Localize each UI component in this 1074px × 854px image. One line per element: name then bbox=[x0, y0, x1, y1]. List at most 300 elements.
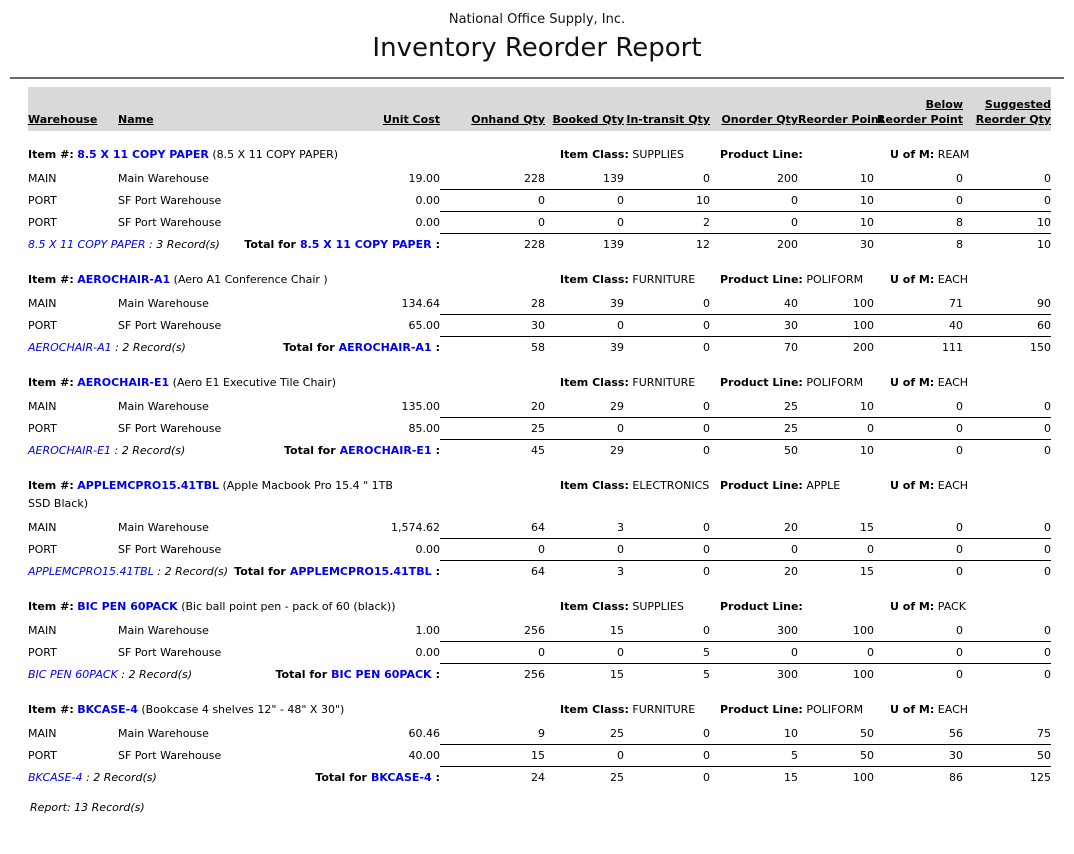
onorder-qty: 0 bbox=[710, 190, 798, 212]
item-group bbox=[28, 598, 1051, 686]
col-intransit-qty bbox=[624, 112, 710, 127]
product-line-label: Product Line: bbox=[720, 703, 803, 716]
onhand-qty: 9 bbox=[440, 723, 545, 745]
col-intransit-label: In-transit Qty bbox=[626, 113, 710, 126]
item-group bbox=[28, 271, 1051, 359]
detail-row bbox=[28, 418, 1051, 440]
total-onorder: 200 bbox=[777, 238, 798, 251]
total-reorder-point: 200 bbox=[853, 341, 874, 354]
suggested-reorder-qty: 0 bbox=[963, 168, 1051, 190]
total-suggested: 150 bbox=[1030, 341, 1051, 354]
item-class-label: Item Class: bbox=[560, 148, 629, 161]
record-count: : 2 Record(s) bbox=[153, 565, 229, 578]
suggested-reorder-qty: 0 bbox=[963, 642, 1051, 664]
suggested-reorder-qty: 75 bbox=[963, 723, 1051, 745]
booked-qty: 15 bbox=[545, 620, 624, 642]
total-reorder-point: 100 bbox=[853, 668, 874, 681]
item-class-value: SUPPLIES bbox=[632, 148, 684, 161]
warehouse-code: PORT bbox=[28, 422, 57, 435]
item-number: AEROCHAIR-E1 bbox=[28, 444, 112, 457]
item-header-row bbox=[28, 374, 1051, 392]
booked-qty: 0 bbox=[545, 315, 624, 337]
onorder-qty: 10 bbox=[710, 723, 798, 745]
item-number: BKCASE-4 bbox=[28, 771, 83, 784]
total-for-label bbox=[228, 664, 440, 686]
item-title bbox=[28, 701, 406, 719]
onorder-qty: 25 bbox=[710, 418, 798, 440]
suggested-reorder-qty: 90 bbox=[963, 293, 1051, 315]
booked-qty: 3 bbox=[545, 517, 624, 539]
total-item-number: BIC PEN 60PACK bbox=[331, 668, 432, 681]
total-booked: 139 bbox=[603, 238, 624, 251]
warehouse-code: PORT bbox=[28, 749, 57, 762]
onorder-qty: 40 bbox=[710, 293, 798, 315]
total-colon: : bbox=[435, 444, 440, 457]
item-class bbox=[560, 701, 720, 719]
total-for-text: Total for bbox=[315, 771, 367, 784]
uom bbox=[890, 271, 1051, 289]
item-title bbox=[28, 271, 406, 289]
total-for-text: Total for bbox=[275, 668, 328, 681]
below-reorder-point: 71 bbox=[874, 293, 963, 315]
warehouse-code: PORT bbox=[28, 646, 57, 659]
total-item-number: AEROCHAIR-A1 bbox=[338, 341, 432, 354]
warehouse-code: MAIN bbox=[28, 400, 57, 413]
booked-qty: 139 bbox=[545, 168, 624, 190]
warehouse-name: Main Warehouse bbox=[118, 521, 209, 534]
col-below-label-1: Below bbox=[925, 98, 963, 111]
onhand-qty: 25 bbox=[440, 418, 545, 440]
onorder-qty: 200 bbox=[710, 168, 798, 190]
warehouse-name: SF Port Warehouse bbox=[118, 646, 222, 659]
group-total-row bbox=[28, 561, 1051, 583]
col-suggested-label-2: Reorder Qty bbox=[975, 113, 1051, 126]
product-line bbox=[720, 701, 890, 719]
onorder-qty: 25 bbox=[710, 396, 798, 418]
below-reorder-point: 0 bbox=[874, 642, 963, 664]
total-for-label bbox=[228, 234, 440, 256]
reorder-point: 0 bbox=[798, 418, 874, 440]
suggested-reorder-qty: 0 bbox=[963, 418, 1051, 440]
total-item-number: AEROCHAIR-E1 bbox=[339, 444, 432, 457]
group-record-note bbox=[28, 337, 228, 359]
group-total-row bbox=[28, 234, 1051, 256]
item-number-link[interactable]: 8.5 X 11 COPY PAPER bbox=[77, 148, 209, 161]
suggested-reorder-qty: 0 bbox=[963, 396, 1051, 418]
onorder-qty: 300 bbox=[710, 620, 798, 642]
suggested-reorder-qty: 10 bbox=[963, 212, 1051, 234]
warehouse-name: SF Port Warehouse bbox=[118, 216, 222, 229]
record-count: : 2 Record(s) bbox=[111, 341, 186, 354]
reorder-point: 100 bbox=[798, 293, 874, 315]
onhand-qty: 256 bbox=[440, 620, 545, 642]
reorder-point: 15 bbox=[798, 517, 874, 539]
total-onhand: 228 bbox=[524, 238, 545, 251]
warehouse-code: PORT bbox=[28, 216, 57, 229]
detail-row bbox=[28, 293, 1051, 315]
item-header-row bbox=[28, 271, 1051, 289]
item-group bbox=[28, 374, 1051, 462]
item-class-label: Item Class: bbox=[560, 600, 629, 613]
intransit-qty: 0 bbox=[624, 620, 710, 642]
uom-value: PACK bbox=[937, 600, 966, 613]
reorder-point: 10 bbox=[798, 212, 874, 234]
intransit-qty: 0 bbox=[624, 168, 710, 190]
onhand-qty: 15 bbox=[440, 745, 545, 767]
item-class-label: Item Class: bbox=[560, 273, 629, 286]
intransit-qty: 0 bbox=[624, 745, 710, 767]
total-below: 111 bbox=[942, 341, 963, 354]
group-record-note bbox=[28, 664, 228, 686]
total-for-label bbox=[228, 337, 440, 359]
detail-row bbox=[28, 190, 1051, 212]
col-name bbox=[118, 112, 308, 127]
item-class-value: FURNITURE bbox=[632, 273, 696, 286]
total-colon: : bbox=[435, 771, 440, 784]
total-below: 0 bbox=[956, 444, 963, 457]
total-booked: 15 bbox=[610, 668, 624, 681]
group-total-row bbox=[28, 664, 1051, 686]
item-number: AEROCHAIR-A1 bbox=[28, 341, 112, 354]
reorder-point: 100 bbox=[798, 620, 874, 642]
booked-qty: 0 bbox=[545, 642, 624, 664]
product-line-label: Product Line: bbox=[720, 148, 803, 161]
onorder-qty: 0 bbox=[710, 642, 798, 664]
unit-cost: 134.64 bbox=[401, 297, 440, 310]
total-reorder-point: 100 bbox=[853, 771, 874, 784]
group-record-note bbox=[28, 561, 228, 583]
total-reorder-point: 10 bbox=[860, 444, 874, 457]
item-class bbox=[560, 598, 720, 616]
below-reorder-point: 0 bbox=[874, 418, 963, 440]
item-header-row bbox=[28, 146, 1051, 164]
total-for-text: Total for bbox=[284, 444, 336, 457]
onorder-qty: 20 bbox=[710, 517, 798, 539]
item-number-link[interactable]: BIC PEN 60PACK bbox=[77, 600, 178, 613]
total-item-number: APPLEMCPRO15.41TBL bbox=[289, 565, 432, 578]
total-onhand: 256 bbox=[524, 668, 545, 681]
reorder-point: 10 bbox=[798, 168, 874, 190]
group-total-row bbox=[28, 767, 1051, 789]
booked-qty: 0 bbox=[545, 190, 624, 212]
item-number-label: Item #: bbox=[28, 273, 74, 286]
uom-value: EACH bbox=[937, 273, 969, 286]
warehouse-name: Main Warehouse bbox=[118, 727, 209, 740]
below-reorder-point: 30 bbox=[874, 745, 963, 767]
report-title: Inventory Reorder Report bbox=[372, 33, 702, 63]
suggested-reorder-qty: 50 bbox=[963, 745, 1051, 767]
item-number-link[interactable]: BKCASE-4 bbox=[77, 703, 138, 716]
total-booked: 3 bbox=[617, 565, 624, 578]
product-line-label: Product Line: bbox=[720, 376, 803, 389]
item-header-row bbox=[28, 598, 1051, 616]
detail-row bbox=[28, 723, 1051, 745]
onorder-qty: 30 bbox=[710, 315, 798, 337]
total-for-text: Total for bbox=[234, 565, 286, 578]
booked-qty: 0 bbox=[545, 212, 624, 234]
below-reorder-point: 0 bbox=[874, 620, 963, 642]
group-record-note bbox=[28, 234, 228, 256]
warehouse-name: SF Port Warehouse bbox=[118, 422, 222, 435]
item-title bbox=[28, 477, 406, 513]
total-booked: 29 bbox=[610, 444, 624, 457]
uom bbox=[890, 374, 1051, 392]
booked-qty: 25 bbox=[545, 723, 624, 745]
col-unit-cost-label: Unit Cost bbox=[382, 113, 440, 126]
item-number-label: Item #: bbox=[28, 703, 74, 716]
product-line-label: Product Line: bbox=[720, 273, 803, 286]
col-suggested-reorder-qty bbox=[963, 97, 1051, 127]
below-reorder-point: 40 bbox=[874, 315, 963, 337]
total-onhand: 45 bbox=[531, 444, 545, 457]
group-total-row bbox=[28, 337, 1051, 359]
report-table bbox=[28, 87, 1051, 789]
total-intransit: 12 bbox=[696, 238, 710, 251]
total-item-number: BKCASE-4 bbox=[370, 771, 432, 784]
warehouse-name: SF Port Warehouse bbox=[118, 749, 222, 762]
intransit-qty: 0 bbox=[624, 418, 710, 440]
item-number-link[interactable]: AEROCHAIR-E1 bbox=[77, 376, 170, 389]
item-number-link[interactable]: APPLEMCPRO15.41TBL bbox=[77, 479, 219, 492]
total-onorder: 20 bbox=[784, 565, 798, 578]
booked-qty: 0 bbox=[545, 418, 624, 440]
report-record-count: Report: 13 Record(s) bbox=[30, 801, 145, 814]
warehouse-name: SF Port Warehouse bbox=[118, 194, 222, 207]
warehouse-name: Main Warehouse bbox=[118, 624, 209, 637]
total-onhand: 64 bbox=[531, 565, 545, 578]
uom-label: U of M: bbox=[890, 600, 935, 613]
product-line-label: Product Line: bbox=[720, 600, 803, 613]
warehouse-name: SF Port Warehouse bbox=[118, 319, 222, 332]
total-onorder: 70 bbox=[784, 341, 798, 354]
item-header-row bbox=[28, 477, 1051, 513]
table-header bbox=[28, 87, 1051, 131]
unit-cost: 85.00 bbox=[408, 422, 440, 435]
uom bbox=[890, 146, 1051, 164]
record-count: : 2 Record(s) bbox=[111, 444, 186, 457]
item-description: (Bookcase 4 shelves 12" - 48" X 30") bbox=[141, 703, 345, 716]
title-divider bbox=[10, 77, 1064, 79]
item-title bbox=[28, 146, 406, 164]
item-number-label: Item #: bbox=[28, 479, 74, 492]
total-reorder-point: 15 bbox=[860, 565, 874, 578]
group-record-note bbox=[28, 767, 228, 789]
total-below: 86 bbox=[949, 771, 963, 784]
item-class-value: FURNITURE bbox=[632, 376, 696, 389]
item-class-value: ELECTRONICS bbox=[632, 479, 710, 492]
uom-value: EACH bbox=[937, 376, 969, 389]
product-line bbox=[720, 598, 890, 616]
suggested-reorder-qty: 0 bbox=[963, 539, 1051, 561]
total-below: 0 bbox=[956, 565, 963, 578]
reorder-point: 10 bbox=[798, 396, 874, 418]
item-title bbox=[28, 598, 406, 616]
below-reorder-point: 0 bbox=[874, 190, 963, 212]
onhand-qty: 28 bbox=[440, 293, 545, 315]
detail-row bbox=[28, 168, 1051, 190]
item-class-value: SUPPLIES bbox=[632, 600, 684, 613]
below-reorder-point: 8 bbox=[874, 212, 963, 234]
product-line bbox=[720, 374, 890, 392]
total-onorder: 15 bbox=[784, 771, 798, 784]
product-line bbox=[720, 146, 890, 164]
unit-cost: 1.00 bbox=[415, 624, 440, 637]
detail-row bbox=[28, 212, 1051, 234]
onhand-qty: 0 bbox=[440, 190, 545, 212]
item-class bbox=[560, 374, 720, 392]
onorder-qty: 5 bbox=[710, 745, 798, 767]
total-suggested: 0 bbox=[1044, 444, 1051, 457]
total-suggested: 0 bbox=[1044, 565, 1051, 578]
total-item-number: 8.5 X 11 COPY PAPER bbox=[299, 238, 432, 251]
warehouse-code: MAIN bbox=[28, 624, 57, 637]
detail-row bbox=[28, 642, 1051, 664]
product-line-value: APPLE bbox=[806, 479, 841, 492]
warehouse-code: PORT bbox=[28, 194, 57, 207]
unit-cost: 65.00 bbox=[408, 319, 440, 332]
warehouse-name: Main Warehouse bbox=[118, 297, 209, 310]
item-description: (Apple Macbook Pro 15.4 " 1TB SSD Black) bbox=[28, 479, 393, 510]
suggested-reorder-qty: 60 bbox=[963, 315, 1051, 337]
warehouse-code: MAIN bbox=[28, 521, 57, 534]
warehouse-code: MAIN bbox=[28, 172, 57, 185]
group-record-note bbox=[28, 440, 228, 462]
intransit-qty: 10 bbox=[624, 190, 710, 212]
col-suggested-label-1: Suggested bbox=[984, 98, 1051, 111]
onhand-qty: 64 bbox=[440, 517, 545, 539]
total-for-label bbox=[228, 440, 440, 462]
item-class-label: Item Class: bbox=[560, 479, 629, 492]
col-onhand-qty bbox=[440, 112, 545, 127]
item-title bbox=[28, 374, 406, 392]
detail-row bbox=[28, 315, 1051, 337]
item-description: (Bic ball point pen - pack of 60 (black)) bbox=[181, 600, 396, 613]
total-intransit: 0 bbox=[703, 771, 710, 784]
intransit-qty: 0 bbox=[624, 723, 710, 745]
total-suggested: 10 bbox=[1037, 238, 1051, 251]
total-intransit: 0 bbox=[703, 444, 710, 457]
booked-qty: 0 bbox=[545, 539, 624, 561]
uom bbox=[890, 701, 1051, 719]
item-class-value: FURNITURE bbox=[632, 703, 696, 716]
total-colon: : bbox=[435, 238, 440, 251]
total-intransit: 0 bbox=[703, 565, 710, 578]
total-onorder: 300 bbox=[777, 668, 798, 681]
company-name: National Office Supply, Inc. bbox=[448, 12, 626, 27]
unit-cost: 0.00 bbox=[415, 543, 440, 556]
col-name-label: Name bbox=[118, 113, 154, 126]
total-below: 0 bbox=[956, 668, 963, 681]
group-total-row bbox=[28, 440, 1051, 462]
warehouse-code: MAIN bbox=[28, 727, 57, 740]
suggested-reorder-qty: 0 bbox=[963, 190, 1051, 212]
intransit-qty: 0 bbox=[624, 539, 710, 561]
col-below-reorder-point bbox=[874, 97, 963, 127]
uom-label: U of M: bbox=[890, 376, 935, 389]
total-onorder: 50 bbox=[784, 444, 798, 457]
product-line-value: POLIFORM bbox=[806, 273, 864, 286]
total-colon: : bbox=[435, 565, 440, 578]
uom-label: U of M: bbox=[890, 273, 935, 286]
suggested-reorder-qty: 0 bbox=[963, 620, 1051, 642]
item-class bbox=[560, 477, 720, 495]
uom-value: REAM bbox=[937, 148, 970, 161]
item-number-label: Item #: bbox=[28, 376, 74, 389]
item-header-row bbox=[28, 701, 1051, 719]
detail-row bbox=[28, 396, 1051, 418]
booked-qty: 0 bbox=[545, 745, 624, 767]
item-number: BIC PEN 60PACK bbox=[28, 668, 118, 681]
onhand-qty: 20 bbox=[440, 396, 545, 418]
uom-label: U of M: bbox=[890, 479, 935, 492]
item-number: 8.5 X 11 COPY PAPER bbox=[28, 238, 146, 251]
item-group bbox=[28, 477, 1051, 583]
onhand-qty: 228 bbox=[440, 168, 545, 190]
suggested-reorder-qty: 0 bbox=[963, 517, 1051, 539]
total-onhand: 58 bbox=[531, 341, 545, 354]
total-onhand: 24 bbox=[531, 771, 545, 784]
record-count: : 3 Record(s) bbox=[145, 238, 220, 251]
item-description: (8.5 X 11 COPY PAPER) bbox=[212, 148, 339, 161]
total-below: 8 bbox=[956, 238, 963, 251]
intransit-qty: 0 bbox=[624, 315, 710, 337]
intransit-qty: 5 bbox=[624, 642, 710, 664]
item-class bbox=[560, 271, 720, 289]
below-reorder-point: 0 bbox=[874, 539, 963, 561]
total-booked: 39 bbox=[610, 341, 624, 354]
total-colon: : bbox=[435, 341, 440, 354]
col-unit-cost bbox=[308, 112, 440, 127]
intransit-qty: 2 bbox=[624, 212, 710, 234]
intransit-qty: 0 bbox=[624, 517, 710, 539]
total-intransit: 5 bbox=[703, 668, 710, 681]
warehouse-name: Main Warehouse bbox=[118, 172, 209, 185]
below-reorder-point: 56 bbox=[874, 723, 963, 745]
unit-cost: 1,574.62 bbox=[391, 521, 440, 534]
onhand-qty: 0 bbox=[440, 212, 545, 234]
onorder-qty: 0 bbox=[710, 212, 798, 234]
total-suggested: 125 bbox=[1030, 771, 1051, 784]
item-number-link[interactable]: AEROCHAIR-A1 bbox=[77, 273, 171, 286]
item-description: (Aero E1 Executive Tile Chair) bbox=[172, 376, 337, 389]
item-class-label: Item Class: bbox=[560, 703, 629, 716]
total-booked: 25 bbox=[610, 771, 624, 784]
total-colon: : bbox=[435, 668, 440, 681]
detail-row bbox=[28, 517, 1051, 539]
item-number: APPLEMCPRO15.41TBL bbox=[28, 565, 154, 578]
booked-qty: 39 bbox=[545, 293, 624, 315]
col-below-label-2: Reorder Point bbox=[877, 113, 963, 126]
product-line bbox=[720, 477, 890, 495]
below-reorder-point: 0 bbox=[874, 517, 963, 539]
warehouse-name: SF Port Warehouse bbox=[118, 543, 222, 556]
col-reorder-point bbox=[798, 112, 884, 127]
warehouse-code: MAIN bbox=[28, 297, 57, 310]
reorder-point: 50 bbox=[798, 723, 874, 745]
item-class-label: Item Class: bbox=[560, 376, 629, 389]
intransit-qty: 0 bbox=[624, 293, 710, 315]
total-for-text: Total for bbox=[244, 238, 296, 251]
unit-cost: 0.00 bbox=[415, 216, 440, 229]
record-count: : 2 Record(s) bbox=[82, 771, 157, 784]
uom-label: U of M: bbox=[890, 703, 935, 716]
warehouse-name: Main Warehouse bbox=[118, 400, 209, 413]
col-warehouse-label: Warehouse bbox=[28, 113, 98, 126]
reorder-point: 0 bbox=[798, 642, 874, 664]
warehouse-code: PORT bbox=[28, 319, 57, 332]
detail-row bbox=[28, 620, 1051, 642]
unit-cost: 40.00 bbox=[408, 749, 440, 762]
